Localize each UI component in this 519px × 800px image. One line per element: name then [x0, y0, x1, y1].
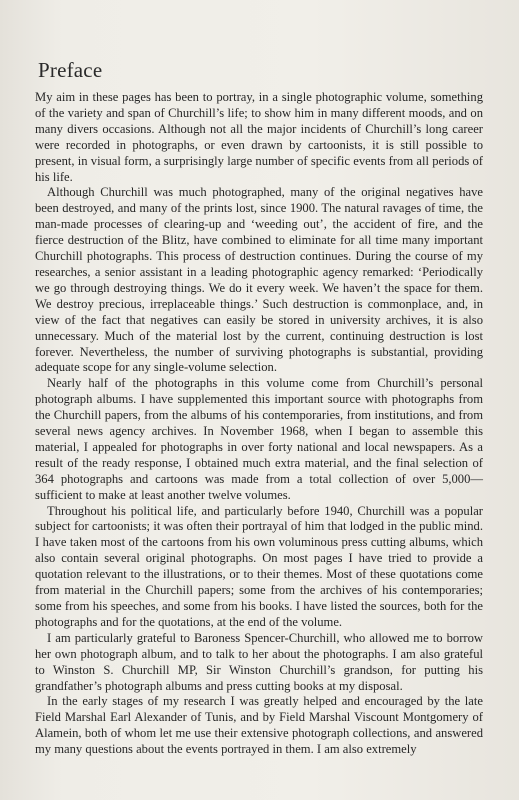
paragraph-3: Nearly half of the photographs in this volume come from Churchill’s personal photograph albums. I have supplemented this important source with photographs from the Churchill papers, from the albums of his contemporaries, from institutions, and from several news agency archives. In November 1968, when I began to assemble this material, I appealed for photographs in over forty national and local newspapers. As a result of the ready response, I obtained much extra material, and the final selection of 364 photographs and cartoons was made from a total collection of over 5,000—sufficient to make at least another twelve volumes.	[35, 376, 483, 502]
paragraph-4: Throughout his political life, and particularly before 1940, Churchill was a popular subject for cartoonists; it was often their portrayal of him that lodged in the public mind. I have taken most of the cartoons from his own voluminous press cutting albums, which also contain several original photographs. On most pages I have tried to provide a quotation relevant to the illustrations, or to their themes. Most of these quotations come from material in the Churchill papers; some from the archives of his contemporaries; some from his speeches, and some from his books. I have listed the sources, both for the photographs and for the quotations, at the end of the volume.	[35, 503, 483, 629]
page-title: Preface	[38, 58, 103, 82]
preface-body	[35, 90, 483, 758]
paragraph-2: Although Churchill was much photographed, many of the original negatives have been destroyed, and many of the prints lost, since 1900. The natural ravages of time, the man-made processes of clearing-up and ‘weeding out’, the accident of fire, and the fierce destruction of the Blitz, have combined to eliminate for all time many important Churchill photographs. This process of destruction continues. During the course of my researches, a senior assistant in a leading photographic agency remarked: ‘Periodically we go through destroying things. We do it every week. We haven’t the space for them. We destroy precious, irreplaceable things.’ Such destruction is commonplace, and, in view of the fact that negatives can easily be stored in university archives, it is also unnecessary. Much of the material lost by the current, continuing destruction is lost forever. Nevertheless, the number of surviving photographs is substantial, providing adequate scope for any single-volume selection.	[35, 185, 483, 375]
paragraph-6: In the early stages of my research I was greatly helped and encouraged by the late Field Marshal Earl Alexander of Tunis, and by Field Marshal Viscount Montgomery of Alamein, both of whom let me use their extensive photograph collections, and answered my many questions about the events portrayed in them. I am also extremely	[35, 694, 483, 757]
paragraph-5: I am particularly grateful to Baroness Spencer-Churchill, who allowed me to borrow her own photograph album, and to talk to her about the photographs. I am also grateful to Winston S. Churchill MP, Sir Winston Churchill’s grandson, for putting his grandfather’s photograph albums and press cutting books at my disposal.	[35, 630, 483, 693]
paragraph-1: My aim in these pages has been to portray, in a single photographic volume, something of the variety and span of Churchill’s life; to show him in many different moods, and on many divers occasions. Although not all the major incidents of Churchill’s long career were recorded in photographs, or even drawn by cartoonists, it is still possible to present, in visual form, a surprisingly large number of specific events from all periods of his life.	[35, 90, 483, 184]
